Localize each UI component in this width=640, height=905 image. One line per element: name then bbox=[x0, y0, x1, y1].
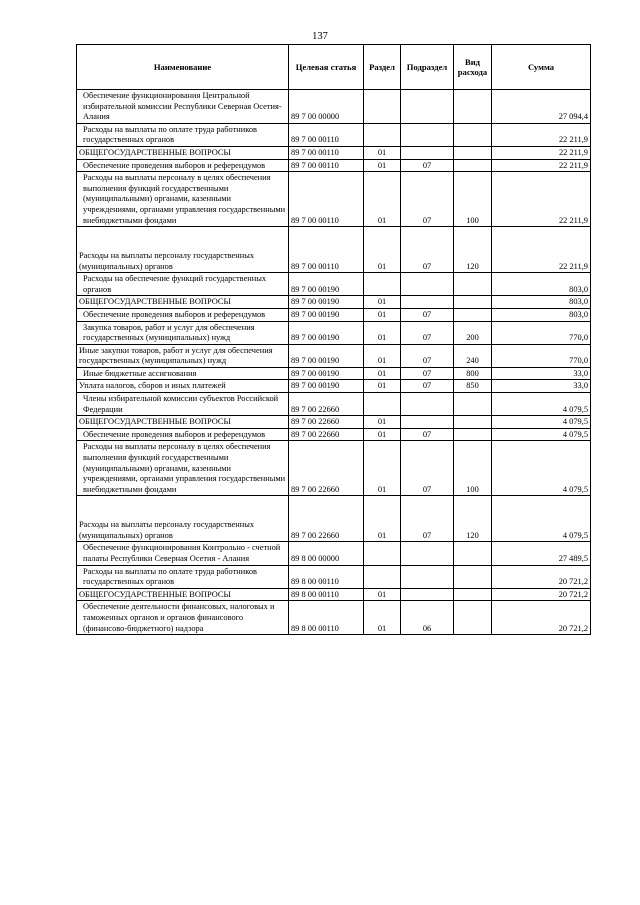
row-section: 01 bbox=[364, 146, 401, 159]
row-subsection: 07 bbox=[401, 428, 454, 441]
table-row bbox=[77, 542, 591, 565]
row-subsection: 07 bbox=[401, 308, 454, 321]
row-target-code: 89 7 00 00110 bbox=[289, 123, 364, 146]
row-sum: 22 211,9 bbox=[492, 227, 591, 273]
row-section: 01 bbox=[364, 159, 401, 172]
row-subsection bbox=[401, 565, 454, 588]
row-sum: 770,0 bbox=[492, 344, 591, 367]
row-name: Расходы на выплаты персоналу в целях обеспечения выполнения функций государственными (муниципальными) органами, казенными учреждениями, органами управления государственными внебюджетными фондами bbox=[77, 441, 289, 496]
table-row bbox=[77, 296, 591, 309]
row-sum: 20 721,2 bbox=[492, 565, 591, 588]
row-name: ОБЩЕГОСУДАРСТВЕННЫЕ ВОПРОСЫ bbox=[77, 588, 289, 601]
row-expense-type bbox=[454, 146, 492, 159]
row-expense-type: 100 bbox=[454, 441, 492, 496]
row-expense-type bbox=[454, 273, 492, 296]
row-section: 01 bbox=[364, 588, 401, 601]
row-section bbox=[364, 393, 401, 416]
row-section bbox=[364, 542, 401, 565]
row-sum: 27 094,4 bbox=[492, 90, 591, 124]
row-target-code: 89 7 00 00190 bbox=[289, 367, 364, 380]
row-sum: 803,0 bbox=[492, 308, 591, 321]
row-sum: 803,0 bbox=[492, 273, 591, 296]
row-subsection: 07 bbox=[401, 172, 454, 227]
row-section: 01 bbox=[364, 172, 401, 227]
row-expense-type: 120 bbox=[454, 496, 492, 542]
row-section: 01 bbox=[364, 380, 401, 393]
row-sum: 27 489,5 bbox=[492, 542, 591, 565]
row-name: ОБЩЕГОСУДАРСТВЕННЫЕ ВОПРОСЫ bbox=[77, 296, 289, 309]
row-subsection bbox=[401, 123, 454, 146]
row-target-code: 89 7 00 00190 bbox=[289, 321, 364, 344]
row-subsection: 06 bbox=[401, 601, 454, 635]
row-name: Члены избирательной комиссии субъектов Российской Федерации bbox=[77, 393, 289, 416]
row-target-code: 89 7 00 00190 bbox=[289, 344, 364, 367]
row-subsection bbox=[401, 296, 454, 309]
row-subsection: 07 bbox=[401, 159, 454, 172]
row-expense-type: 120 bbox=[454, 227, 492, 273]
row-sum: 33,0 bbox=[492, 380, 591, 393]
page-number: 137 bbox=[312, 31, 328, 42]
row-expense-type: 800 bbox=[454, 367, 492, 380]
row-target-code: 89 7 00 22660 bbox=[289, 441, 364, 496]
row-expense-type bbox=[454, 296, 492, 309]
row-target-code: 89 7 00 00000 bbox=[289, 90, 364, 124]
row-section: 01 bbox=[364, 227, 401, 273]
table-row bbox=[77, 367, 591, 380]
row-name: Расходы на выплаты персоналу государственных (муниципальных) органов bbox=[77, 496, 289, 542]
row-expense-type bbox=[454, 565, 492, 588]
row-target-code: 89 7 00 00110 bbox=[289, 227, 364, 273]
row-target-code: 89 8 00 00000 bbox=[289, 542, 364, 565]
row-target-code: 89 7 00 22660 bbox=[289, 496, 364, 542]
row-subsection: 07 bbox=[401, 344, 454, 367]
row-section bbox=[364, 90, 401, 124]
table-row bbox=[77, 321, 591, 344]
row-subsection bbox=[401, 542, 454, 565]
row-expense-type bbox=[454, 416, 492, 429]
row-name: Расходы на обеспечение функций государственных органов bbox=[77, 273, 289, 296]
row-section: 01 bbox=[364, 308, 401, 321]
row-sum: 770,0 bbox=[492, 321, 591, 344]
row-name: Иные закупки товаров, работ и услуг для обеспечения государственных (муниципальных) нужд bbox=[77, 344, 289, 367]
table-row bbox=[77, 601, 591, 635]
table-row bbox=[77, 588, 591, 601]
table-header bbox=[77, 45, 591, 90]
row-sum: 33,0 bbox=[492, 367, 591, 380]
row-sum: 20 721,2 bbox=[492, 601, 591, 635]
row-target-code: 89 7 00 00110 bbox=[289, 159, 364, 172]
row-sum: 4 079,5 bbox=[492, 441, 591, 496]
row-target-code: 89 8 00 00110 bbox=[289, 588, 364, 601]
row-section: 01 bbox=[364, 428, 401, 441]
row-target-code: 89 7 00 00190 bbox=[289, 296, 364, 309]
header-subsection: Подраздел bbox=[401, 45, 454, 90]
row-name: Закупка товаров, работ и услуг для обеспечения государственных (муниципальных) нужд bbox=[77, 321, 289, 344]
row-name: Расходы на выплаты по оплате труда работников государственных органов bbox=[77, 565, 289, 588]
row-name: Уплата налогов, сборов и иных платежей bbox=[77, 380, 289, 393]
row-name: Расходы на выплаты персоналу государственных (муниципальных) органов bbox=[77, 227, 289, 273]
row-target-code: 89 8 00 00110 bbox=[289, 601, 364, 635]
table-body bbox=[77, 90, 591, 635]
table-row bbox=[77, 172, 591, 227]
row-name: Расходы на выплаты по оплате труда работников государственных органов bbox=[77, 123, 289, 146]
row-expense-type bbox=[454, 90, 492, 124]
row-subsection: 07 bbox=[401, 380, 454, 393]
row-target-code: 89 7 00 22660 bbox=[289, 416, 364, 429]
row-section bbox=[364, 273, 401, 296]
row-subsection bbox=[401, 146, 454, 159]
row-name: Иные бюджетные ассигнования bbox=[77, 367, 289, 380]
row-sum: 22 211,9 bbox=[492, 123, 591, 146]
row-expense-type bbox=[454, 588, 492, 601]
row-expense-type: 200 bbox=[454, 321, 492, 344]
row-target-code: 89 7 00 00190 bbox=[289, 380, 364, 393]
header-expense-type: Вид расхода bbox=[454, 45, 492, 90]
row-name: Расходы на выплаты персоналу в целях обеспечения выполнения функций государственными (муниципальными) органами, казенными учреждениями, органами управления государственными внебюджетными фондами bbox=[77, 172, 289, 227]
row-subsection: 07 bbox=[401, 321, 454, 344]
row-section: 01 bbox=[364, 496, 401, 542]
row-section bbox=[364, 565, 401, 588]
row-section: 01 bbox=[364, 441, 401, 496]
row-name: ОБЩЕГОСУДАРСТВЕННЫЕ ВОПРОСЫ bbox=[77, 416, 289, 429]
budget-table bbox=[76, 44, 591, 635]
row-section: 01 bbox=[364, 601, 401, 635]
row-expense-type: 100 bbox=[454, 172, 492, 227]
row-section: 01 bbox=[364, 416, 401, 429]
row-target-code: 89 7 00 22660 bbox=[289, 428, 364, 441]
table-row bbox=[77, 496, 591, 542]
row-sum: 4 079,5 bbox=[492, 393, 591, 416]
table-row bbox=[77, 416, 591, 429]
table-row bbox=[77, 227, 591, 273]
row-name: Обеспечение функционирования Контрольно - счетной палаты Республики Северная Осетия - Алания bbox=[77, 542, 289, 565]
header-section: Раздел bbox=[364, 45, 401, 90]
row-expense-type bbox=[454, 393, 492, 416]
row-sum: 22 211,9 bbox=[492, 159, 591, 172]
row-name: Обеспечение проведения выборов и референдумов bbox=[77, 428, 289, 441]
row-section: 01 bbox=[364, 296, 401, 309]
row-expense-type: 240 bbox=[454, 344, 492, 367]
table-row bbox=[77, 123, 591, 146]
header-sum: Сумма bbox=[492, 45, 591, 90]
row-expense-type: 850 bbox=[454, 380, 492, 393]
table-row bbox=[77, 273, 591, 296]
row-subsection bbox=[401, 588, 454, 601]
row-expense-type bbox=[454, 123, 492, 146]
row-subsection bbox=[401, 416, 454, 429]
row-target-code: 89 7 00 22660 bbox=[289, 393, 364, 416]
row-target-code: 89 7 00 00110 bbox=[289, 172, 364, 227]
table-row bbox=[77, 380, 591, 393]
row-expense-type bbox=[454, 542, 492, 565]
row-section: 01 bbox=[364, 367, 401, 380]
row-section: 01 bbox=[364, 321, 401, 344]
table-row bbox=[77, 393, 591, 416]
table-row bbox=[77, 428, 591, 441]
row-sum: 22 211,9 bbox=[492, 172, 591, 227]
row-sum: 4 079,5 bbox=[492, 428, 591, 441]
row-section: 01 bbox=[364, 344, 401, 367]
header-name: Наименование bbox=[77, 45, 289, 90]
row-sum: 22 211,9 bbox=[492, 146, 591, 159]
table-row bbox=[77, 565, 591, 588]
row-subsection: 07 bbox=[401, 496, 454, 542]
row-subsection bbox=[401, 273, 454, 296]
row-sum: 803,0 bbox=[492, 296, 591, 309]
row-name: Обеспечение проведения выборов и референдумов bbox=[77, 308, 289, 321]
row-target-code: 89 7 00 00190 bbox=[289, 308, 364, 321]
row-section bbox=[364, 123, 401, 146]
row-name: ОБЩЕГОСУДАРСТВЕННЫЕ ВОПРОСЫ bbox=[77, 146, 289, 159]
row-expense-type bbox=[454, 308, 492, 321]
row-sum: 4 079,5 bbox=[492, 496, 591, 542]
table-row bbox=[77, 308, 591, 321]
table-row bbox=[77, 146, 591, 159]
row-expense-type bbox=[454, 428, 492, 441]
table-row bbox=[77, 344, 591, 367]
row-target-code: 89 8 00 00110 bbox=[289, 565, 364, 588]
table-row bbox=[77, 159, 591, 172]
header-target: Целевая статья bbox=[289, 45, 364, 90]
row-subsection: 07 bbox=[401, 367, 454, 380]
row-target-code: 89 7 00 00190 bbox=[289, 273, 364, 296]
row-name: Обеспечение функционирования Центральной избирательной комиссии Республики Северная Осетия-Алания bbox=[77, 90, 289, 124]
row-sum: 4 079,5 bbox=[492, 416, 591, 429]
row-name: Обеспечение проведения выборов и референдумов bbox=[77, 159, 289, 172]
row-name: Обеспечение деятельности финансовых, налоговых и таможенных органов и органов финансового (финансово-бюджетного) надзора bbox=[77, 601, 289, 635]
row-subsection: 07 bbox=[401, 441, 454, 496]
row-subsection bbox=[401, 393, 454, 416]
table-row bbox=[77, 90, 591, 124]
row-expense-type bbox=[454, 601, 492, 635]
row-subsection: 07 bbox=[401, 227, 454, 273]
row-subsection bbox=[401, 90, 454, 124]
row-target-code: 89 7 00 00110 bbox=[289, 146, 364, 159]
row-sum: 20 721,2 bbox=[492, 588, 591, 601]
row-expense-type bbox=[454, 159, 492, 172]
table-row bbox=[77, 441, 591, 496]
